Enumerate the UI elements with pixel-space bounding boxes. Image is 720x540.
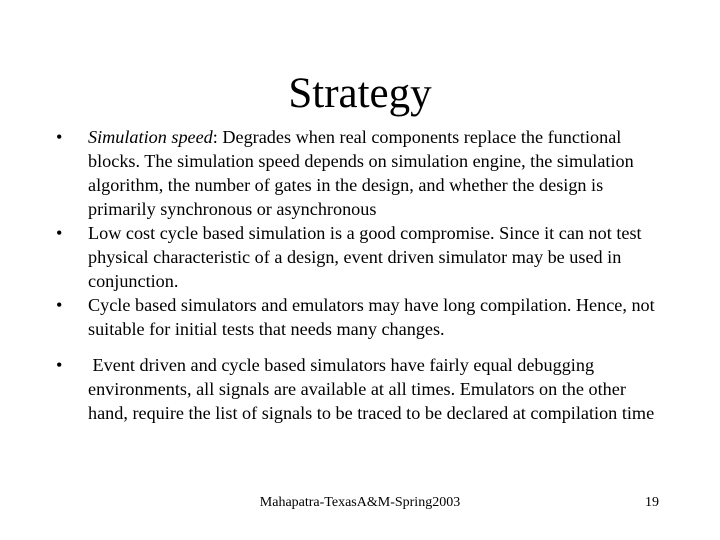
bullet-icon: • [56, 295, 63, 315]
page-number: 19 [645, 495, 659, 510]
slide-title [0, 68, 720, 120]
bullet-item-debugging [56, 353, 666, 425]
bullet-text: Event driven and cycle based simulators have fairly equal debugging environments, all signals are available at all times. Emulators on the other hand, require the list of signals to be traced to be declared at compilation time [88, 355, 655, 423]
slide-title-text: Strategy [288, 70, 432, 117]
bullet-text: : Degrades when real components replace the functional blocks. The simulation speed depends on simulation engine, the simulation algorithm, the number of gates in the design, and whether the design is primarily synchronous or asynchronous [88, 127, 634, 219]
bullet-icon: • [56, 223, 63, 243]
bullet-icon: • [56, 355, 63, 375]
bullet-text: Cycle based simulators and emulators may have long compilation. Hence, not suitable for initial tests that needs many changes. [88, 295, 655, 339]
bullet-icon: • [56, 127, 63, 147]
bullet-item-low-cost-cycle [56, 221, 666, 293]
bullet-item-compilation [56, 293, 666, 341]
bullet-list [56, 125, 666, 425]
bullet-item-simulation-speed [56, 125, 666, 221]
bullet-term: Simulation speed [88, 127, 213, 147]
bullet-text: Low cost cycle based simulation is a good compromise. Since it can not test physical characteristic of a design, event driven simulator may be used in conjunction. [88, 223, 642, 291]
slide-footer: Mahapatra-TexasA&M-Spring2003 [259, 495, 461, 510]
